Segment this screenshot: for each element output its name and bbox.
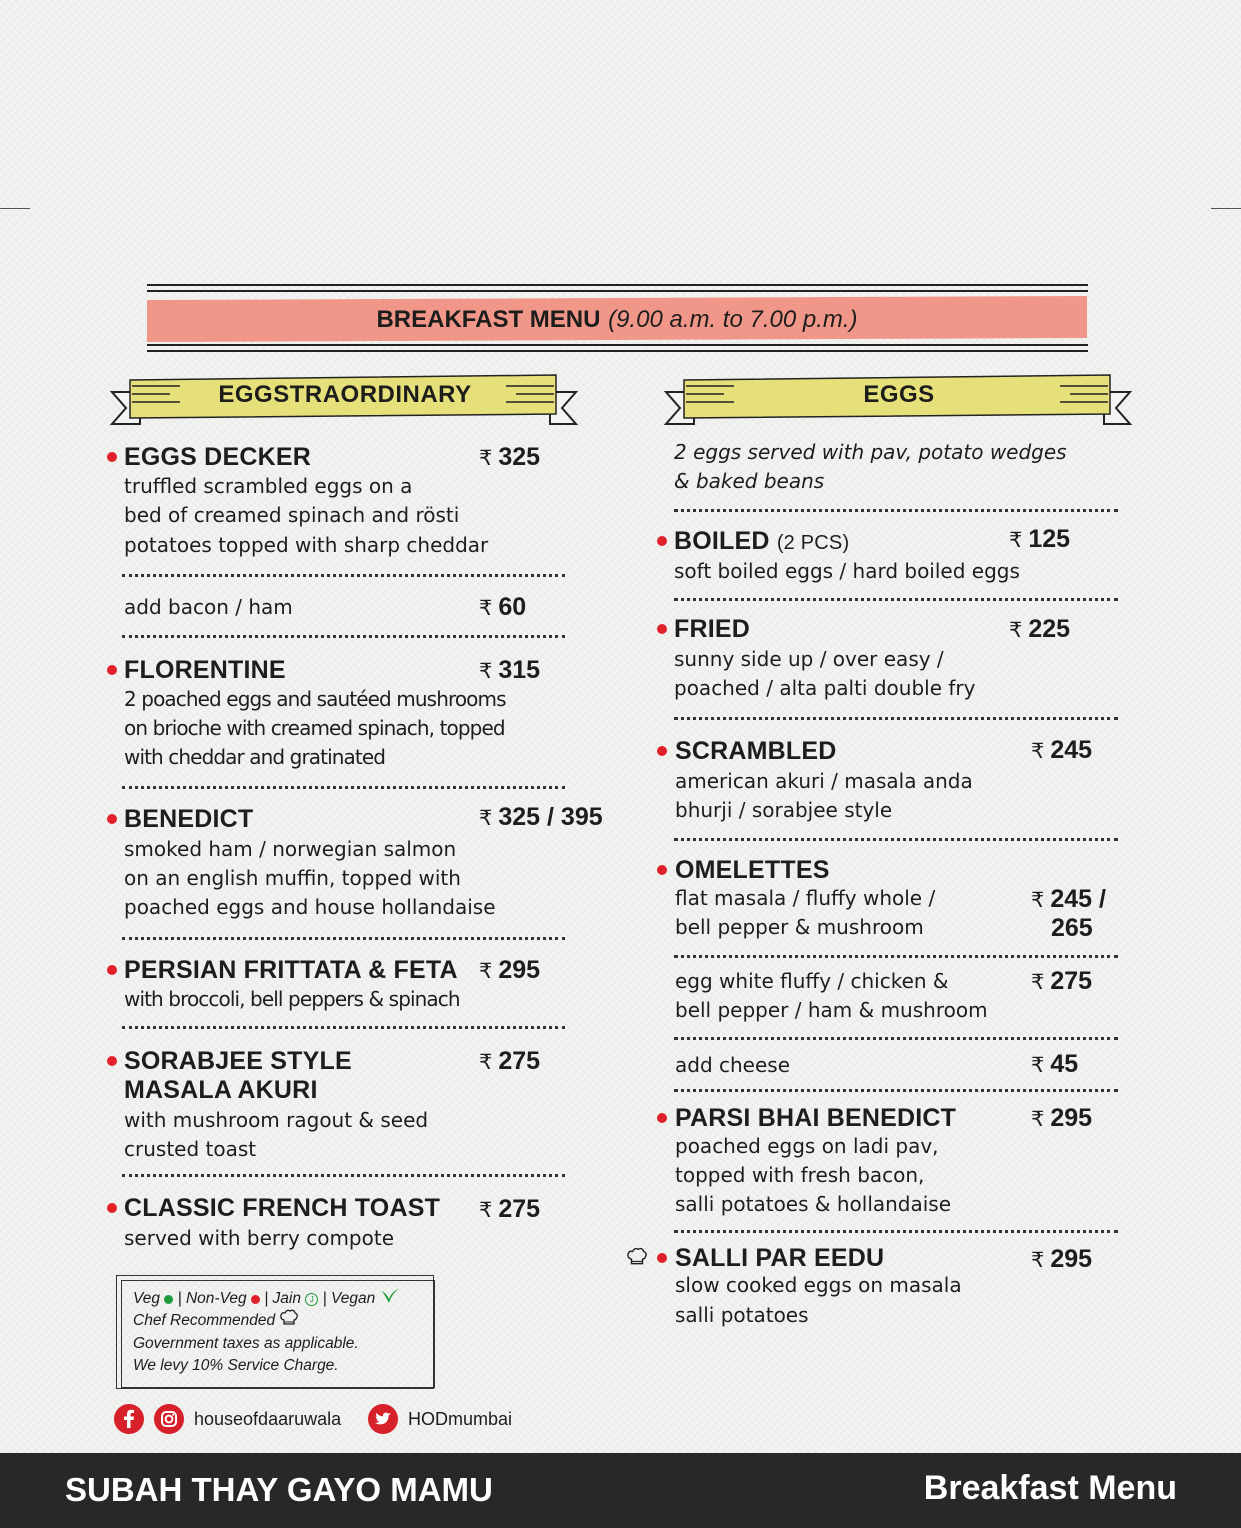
item-desc-line: poached eggs on ladi pav, [675,1134,939,1158]
eggs-intro-line: & baked beans [674,469,825,493]
rupee-icon: ₹ [1031,1248,1045,1272]
item-name-sorabjee-line-2: MASALA AKURI [124,1076,318,1104]
dotted-divider [674,1089,1118,1092]
chef-hat-icon [626,1247,648,1271]
non-veg-bullet-icon [107,965,117,975]
addon-cheese: add cheese [675,1053,791,1077]
item-name-boiled: BOILED (2 PCS) [674,527,850,555]
rupee-icon: ₹ [1031,970,1045,994]
legend-service-charge: We levy 10% Service Charge. [133,1357,339,1374]
non-veg-bullet-icon [107,814,117,824]
non-veg-bullet-icon [107,452,117,462]
dotted-divider [122,1174,565,1177]
item-desc-line: truffled scrambled eggs on a [124,474,413,498]
dotted-divider [674,1230,1118,1233]
item-desc-line: bell pepper & mushroom [675,915,924,939]
item-desc-line: served with berry compote [124,1226,395,1250]
item-desc-line: flat masala / fluffy whole / [675,886,936,910]
addon-bacon-ham: add bacon / ham [124,595,293,619]
item-desc-line: slow cooked eggs on masala [675,1273,962,1297]
item-price-eggs-decker: ₹ 325 [479,443,541,471]
item-desc-line: poached eggs and house hollandaise [124,895,496,919]
addon-egg-white-line: bell pepper / ham & mushroom [675,998,988,1022]
dotted-divider [122,1026,565,1029]
item-price-fried: ₹ 225 [1009,615,1071,643]
twitter-icon[interactable] [368,1404,398,1434]
dotted-divider [674,1037,1118,1040]
section-banner-eggstraordinary [110,372,580,428]
header-rule-bottom-1 [147,344,1088,346]
item-desc-line: topped with fresh bacon, [675,1163,925,1187]
rupee-icon: ₹ [1009,528,1023,552]
dotted-divider [674,717,1118,720]
crop-mark-right [1211,208,1241,209]
rupee-icon: ₹ [479,659,493,683]
social-handle-houseofdaaruwala[interactable]: houseofdaaruwala [194,1409,342,1429]
dotted-divider [122,635,565,638]
item-price-parsi-bhai-benedict: ₹ 295 [1031,1104,1093,1132]
item-price-benedict: ₹ 325 / 395 [479,803,603,831]
rupee-icon: ₹ [479,806,493,830]
item-name-omelettes: OMELETTES [675,856,830,884]
item-name-scrambled: SCRAMBLED [675,737,837,765]
section-title-left: EGGSTRAORDINARY [218,381,472,408]
item-name-parsi-bhai-benedict: PARSI BHAI BENEDICT [675,1104,957,1132]
non-veg-bullet-icon [107,1056,117,1066]
item-name-persian-frittata: PERSIAN FRITTATA & FETA [124,956,458,984]
item-name-benedict: BENEDICT [124,805,254,833]
item-price-scrambled: ₹ 245 [1031,736,1093,764]
item-price-salli-par-eedu: ₹ 295 [1031,1245,1093,1273]
item-name-fried: FRIED [674,615,750,643]
non-veg-bullet-icon [657,1113,667,1123]
legend-taxes: Government taxes as applicable. [133,1335,359,1352]
crop-mark-left [0,208,30,209]
non-veg-dot-icon [251,1295,260,1304]
instagram-icon[interactable] [154,1404,184,1434]
item-price-boiled: ₹ 125 [1009,525,1071,553]
rupee-icon: ₹ [1031,888,1045,912]
item-desc-line: bhurji / sorabjee style [675,798,893,822]
item-desc-line: sunny side up / over easy / [674,647,944,671]
non-veg-bullet-icon [657,624,667,634]
item-price-omelettes: ₹ 245 / [1031,885,1106,913]
item-price-persian-frittata: ₹ 295 [479,956,541,984]
item-qualifier: (2 PCS) [776,532,850,554]
item-desc-line: with cheddar and gratinated [124,745,386,769]
item-price-sorabjee: ₹ 275 [479,1047,541,1075]
addon-price-egg-white: ₹ 275 [1031,967,1093,995]
item-name-eggs-decker: EGGS DECKER [124,443,311,471]
vegan-leaf-icon [380,1287,400,1311]
dotted-divider [674,955,1118,958]
menu-title: BREAKFAST MENU [376,306,601,333]
item-name-sorabjee-line-1: SORABJEE STYLE [124,1047,352,1075]
item-price-french-toast: ₹ 275 [479,1195,541,1223]
rupee-icon: ₹ [1009,618,1023,642]
item-desc-line: american akuri / masala anda [675,769,973,793]
item-desc-line: on brioche with creamed spinach, topped [124,716,505,740]
footer-tagline: SUBAH THAY GAYO MAMU [65,1471,493,1508]
facebook-icon[interactable] [114,1404,144,1434]
non-veg-bullet-icon [107,1203,117,1213]
rupee-icon: ₹ [479,596,493,620]
non-veg-bullet-icon [657,865,667,875]
page-title [147,302,1087,337]
section-banner-eggs [664,372,1134,428]
item-name-french-toast: CLASSIC FRENCH TOAST [124,1194,441,1222]
non-veg-bullet-icon [657,536,667,546]
rupee-icon: ₹ [479,959,493,983]
item-name-florentine: FLORENTINE [124,656,286,684]
rupee-icon: ₹ [479,1050,493,1074]
item-price-omelettes-alt: 265 [1051,914,1093,942]
item-desc-line: 2 poached eggs and sautéed mushrooms [124,687,506,711]
rupee-icon: ₹ [1031,739,1045,763]
social-handle-hodmumbai[interactable]: HODmumbai [408,1409,513,1429]
rupee-icon: ₹ [1031,1107,1045,1131]
item-desc-line: on an english muffin, topped with [124,866,461,890]
dotted-divider [674,838,1118,841]
item-desc-line: salli potatoes & hollandaise [675,1192,952,1216]
dotted-divider [122,574,565,577]
legend-chef-row: Chef Recommended [133,1309,299,1333]
header-rule-top-1 [147,284,1088,286]
item-desc-line: soft boiled eggs / hard boiled eggs [674,559,1020,583]
non-veg-bullet-icon [657,746,667,756]
rupee-icon: ₹ [1031,1053,1045,1077]
item-name-salli-par-eedu: SALLI PAR EEDU [675,1244,885,1272]
menu-hours: (9.00 a.m. to 7.00 p.m.) [608,306,858,333]
section-title-right: EGGS [863,381,935,408]
dotted-divider [122,786,565,789]
item-desc-line: bed of creamed spinach and rösti [124,503,460,527]
addon-price-cheese: ₹ 45 [1031,1050,1079,1078]
header-rule-top-2 [147,290,1088,292]
item-desc-line: with mushroom ragout & seed [124,1108,429,1132]
rupee-icon: ₹ [479,1198,493,1222]
non-veg-bullet-icon [107,665,117,675]
rupee-icon: ₹ [479,446,493,470]
item-desc-line: poached / alta palti double fry [674,676,976,700]
item-desc-line: smoked ham / norwegian salmon [124,837,457,861]
veg-dot-icon [164,1295,173,1304]
addon-price-bacon-ham: ₹ 60 [479,593,527,621]
non-veg-bullet-icon [657,1253,667,1263]
footer-menu-name: Breakfast Menu [923,1469,1177,1507]
eggs-intro-line: 2 eggs served with pav, potato wedges [674,440,1067,464]
item-desc-line: salli potatoes [675,1303,809,1327]
jain-icon: J [305,1293,318,1306]
item-desc-line: crusted toast [124,1137,257,1161]
item-desc-line: potatoes topped with sharp cheddar [124,533,489,557]
addon-egg-white-line: egg white fluffy / chicken & [675,969,949,993]
legend-diet-row: Veg | Non-Veg | Jain J | Vegan [133,1287,400,1311]
header-rule-bottom-2 [147,350,1088,352]
item-price-florentine: ₹ 315 [479,656,541,684]
dotted-divider [674,598,1118,601]
dotted-divider [122,937,565,940]
chef-hat-icon [279,1309,299,1333]
item-desc-line: with broccoli, bell peppers & spinach [124,987,460,1011]
dotted-divider [674,509,1118,512]
